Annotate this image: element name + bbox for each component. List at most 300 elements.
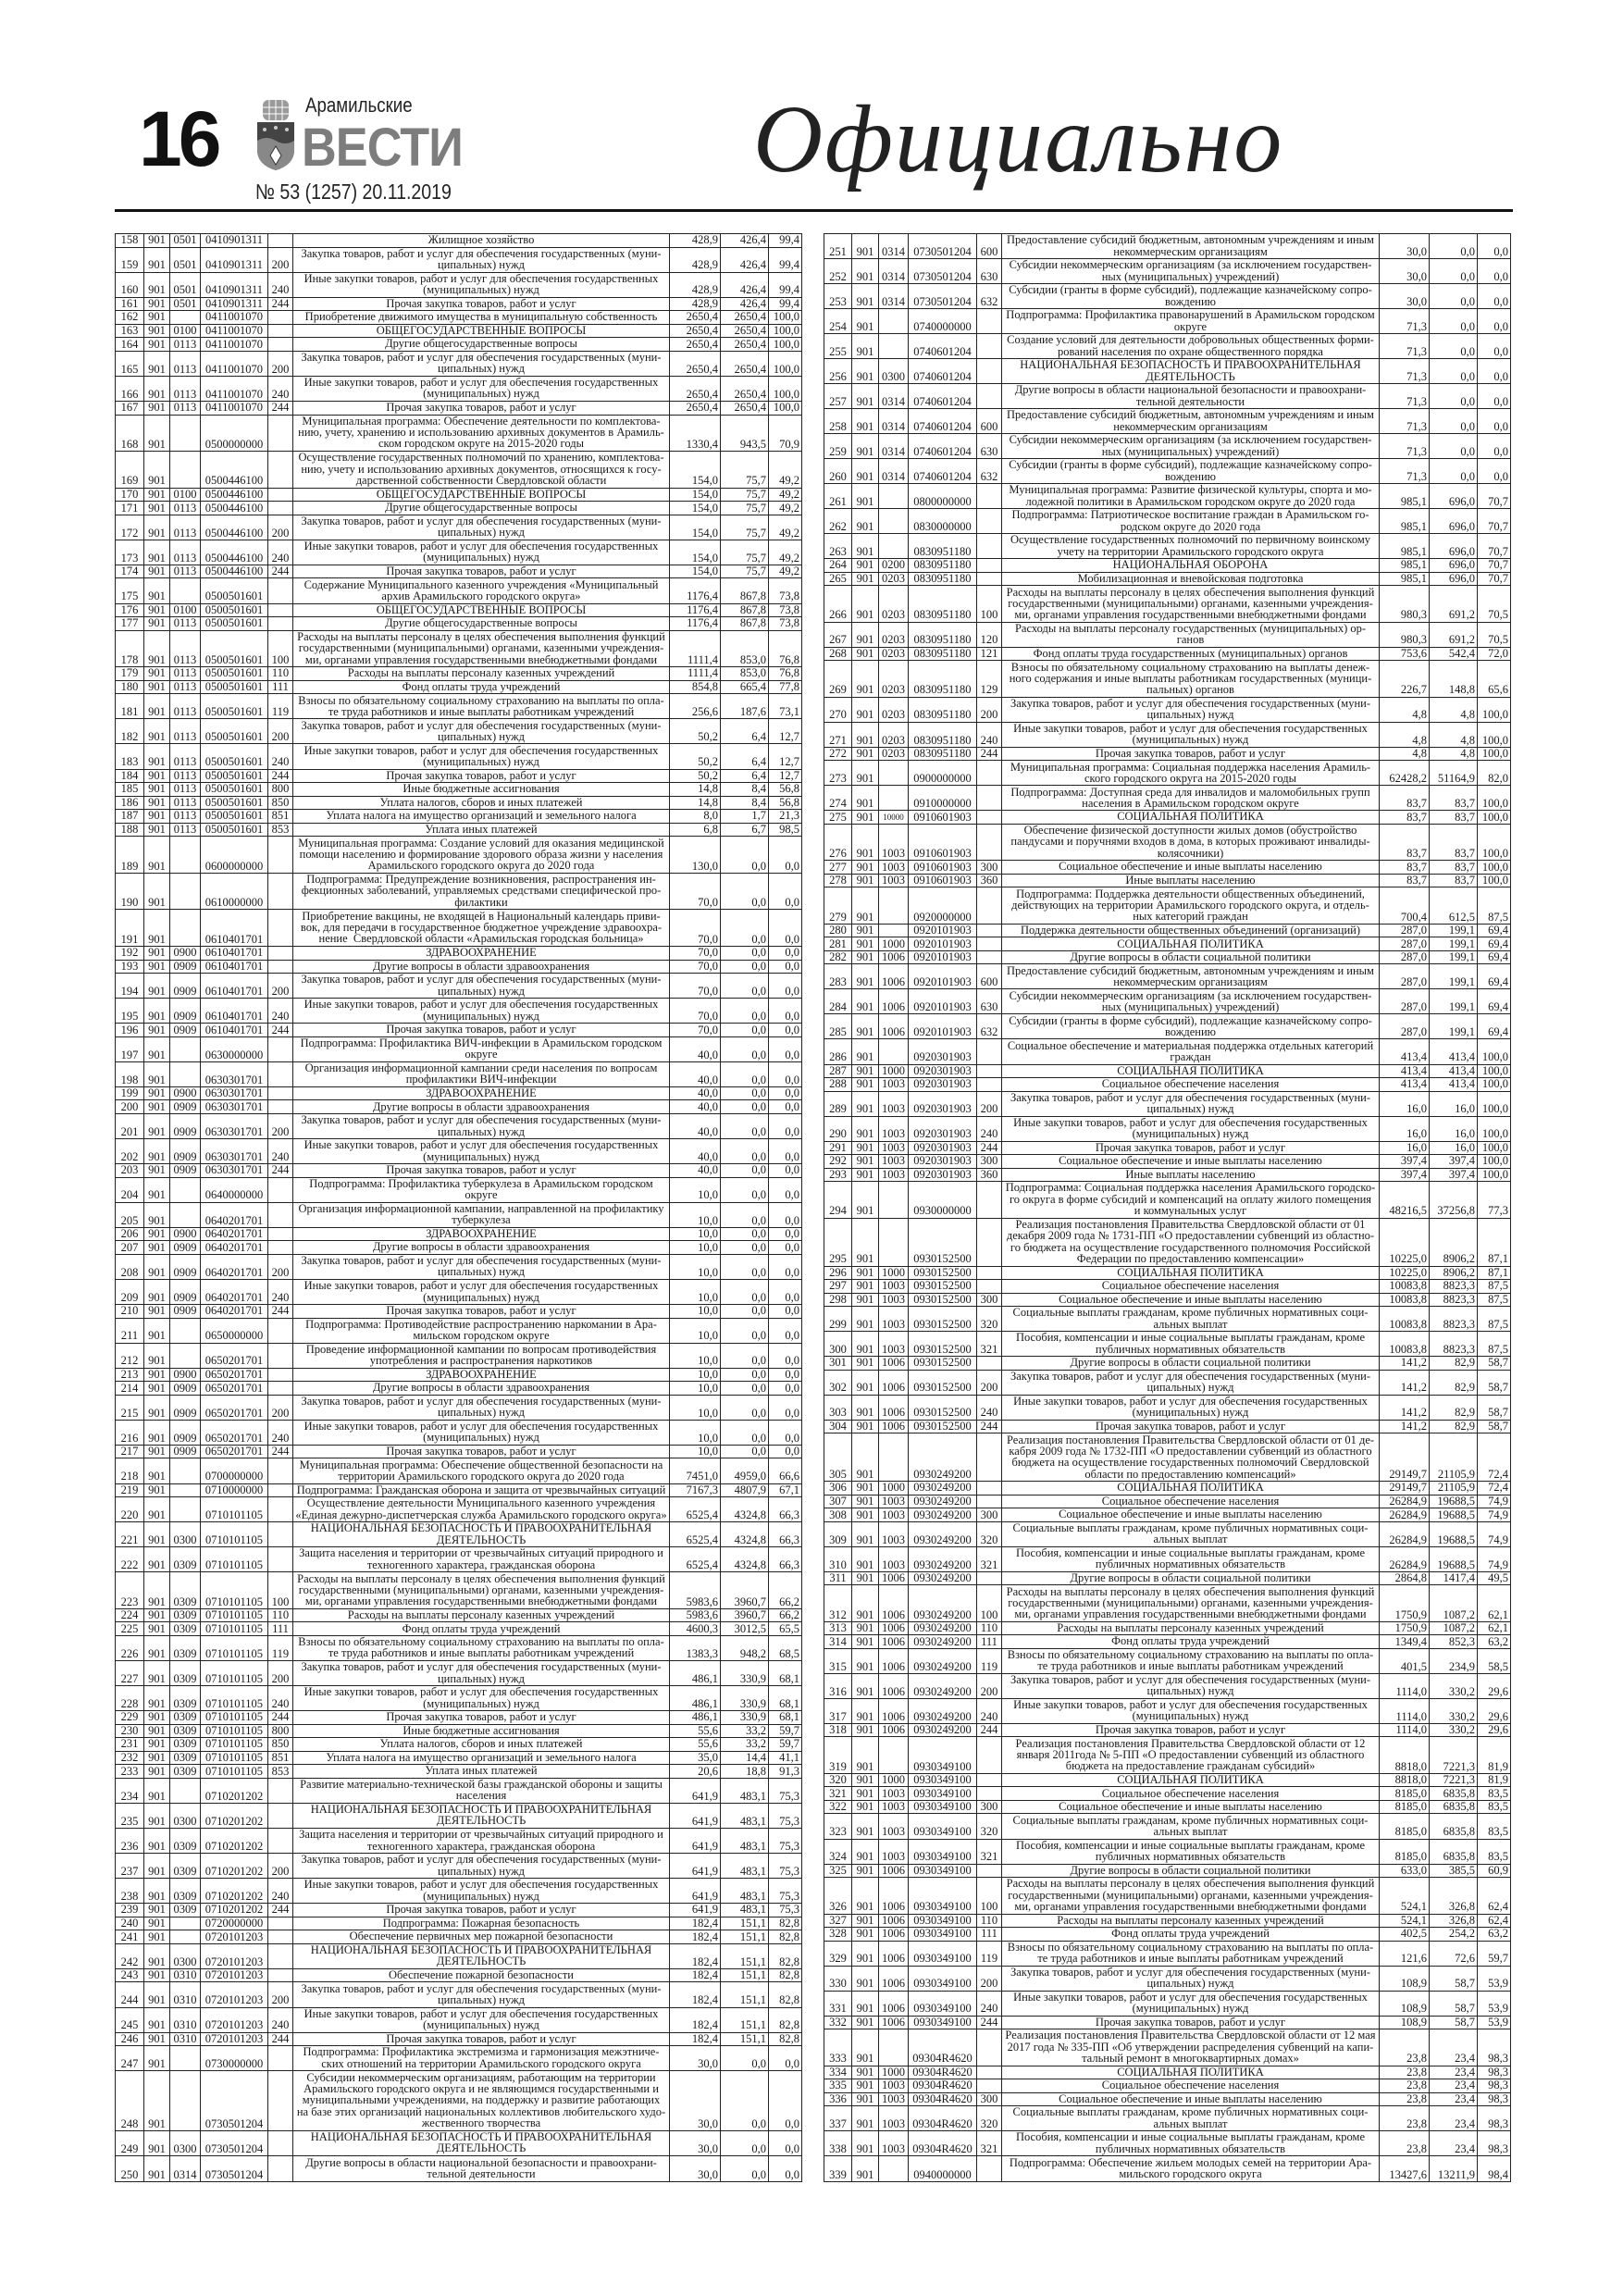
- admin-code: 901: [144, 1904, 170, 1917]
- target-article-code: 0830951180: [909, 559, 977, 573]
- admin-code: 901: [852, 1508, 879, 1522]
- planned-amount: 1383,3: [670, 1635, 721, 1660]
- target-article-code: 0411001070: [201, 401, 268, 415]
- section-code: 0100: [170, 488, 201, 502]
- row-number: 223: [116, 1572, 144, 1609]
- admin-code: 901: [144, 488, 170, 502]
- description: Социальное обеспечение и материальная поддержка отдельных категорий граждан: [1002, 1039, 1380, 1064]
- section-code: 1006: [879, 1941, 909, 1966]
- table-row: [116, 1254, 802, 1279]
- executed-amount: 19688,5: [1430, 1521, 1478, 1546]
- description: Проведение информационной кампании по вопросам противодействия употребления и распространения наркотиков: [293, 1343, 670, 1368]
- description: Социальные выплаты гражданам, кроме публичных нормативных соци- альных выплат: [1002, 1521, 1380, 1546]
- execution-percent: 75,3: [769, 1904, 802, 1917]
- expense-type-code: 200: [268, 1114, 293, 1139]
- section-code: 0501: [170, 234, 201, 248]
- executed-amount: 483,1: [721, 1803, 769, 1828]
- expense-type-code: 244: [977, 747, 1002, 761]
- admin-code: 901: [852, 586, 879, 623]
- section-code: 1003: [879, 1293, 909, 1307]
- execution-percent: 82,8: [769, 1968, 802, 1982]
- description: Иные закупки товаров, работ и услуг для обеспечения государственных (муниципальных) нужд: [293, 1686, 670, 1711]
- target-article-code: 0920301903: [909, 1064, 977, 1078]
- section-code: 0309: [170, 1686, 201, 1711]
- section-code: 1006: [879, 2016, 909, 2029]
- admin-code: 901: [144, 873, 170, 910]
- description: Иные закупки товаров, работ и услуг для обеспечения государственных (муниципальных) нужд: [293, 2007, 670, 2032]
- section-code: 0113: [170, 401, 201, 415]
- row-number: 289: [824, 1091, 852, 1116]
- target-article-code: 0740601204: [909, 459, 977, 484]
- execution-percent: 41,1: [769, 1751, 802, 1765]
- execution-percent: 0,0: [1478, 459, 1511, 484]
- target-article-code: 0720101203: [201, 2007, 268, 2032]
- section-code: 0113: [170, 502, 201, 515]
- target-article-code: 0610401701: [201, 960, 268, 974]
- section-code: 0314: [879, 434, 909, 459]
- admin-code: 901: [144, 837, 170, 874]
- executed-amount: 426,4: [721, 297, 769, 311]
- admin-code: 901: [852, 2066, 879, 2079]
- section-code: 0309: [170, 1765, 201, 1779]
- execution-percent: 68,1: [769, 1661, 802, 1686]
- execution-percent: 98,3: [1478, 2079, 1511, 2093]
- admin-code: 901: [852, 2029, 879, 2066]
- section-code: 0501: [170, 272, 201, 297]
- admin-code: 901: [144, 578, 170, 603]
- section-code: 0203: [879, 572, 909, 586]
- target-article-code: 0650201701: [201, 1395, 268, 1420]
- planned-amount: 26284,9: [1380, 1546, 1430, 1571]
- executed-amount: 82,9: [1430, 1420, 1478, 1433]
- table-row: [824, 2156, 1511, 2182]
- execution-percent: 21,3: [769, 810, 802, 824]
- section-code: 1006: [879, 1571, 909, 1585]
- executed-amount: 0,0: [721, 910, 769, 947]
- row-number: 302: [824, 1370, 852, 1395]
- expense-type-code: 244: [268, 401, 293, 415]
- execution-percent: 98,3: [1478, 2029, 1511, 2066]
- executed-amount: 148,8: [1430, 661, 1478, 698]
- execution-percent: 49,2: [769, 515, 802, 540]
- section-code: 0300: [170, 1803, 201, 1828]
- executed-amount: 7221,3: [1430, 1773, 1478, 1787]
- admin-code: 901: [144, 1458, 170, 1483]
- planned-amount: 1111,4: [670, 630, 721, 667]
- description: ЗДРАВООХРАНЕНИЕ: [293, 1368, 670, 1382]
- section-code: 0113: [170, 351, 201, 376]
- table-row: [116, 272, 802, 297]
- section-code: 0909: [170, 1164, 201, 1178]
- executed-amount: 33,2: [721, 1738, 769, 1752]
- description: Закупка товаров, работ и услуг для обеспечения государственных (муни- ципальных) нужд: [1002, 1966, 1380, 1991]
- planned-amount: 182,4: [670, 1982, 721, 2007]
- expense-type-code: 632: [977, 284, 1002, 309]
- section-code: 0309: [170, 1751, 201, 1765]
- execution-percent: 0,0: [769, 2155, 802, 2181]
- target-article-code: 0700000000: [201, 1458, 268, 1483]
- execution-percent: 29,6: [1478, 1723, 1511, 1737]
- planned-amount: 70,0: [670, 873, 721, 910]
- execution-percent: 98,3: [1478, 2066, 1511, 2079]
- admin-code: 901: [852, 1737, 879, 1774]
- section-code: [879, 2156, 909, 2182]
- planned-amount: 30,0: [670, 2155, 721, 2181]
- target-article-code: 0710101105: [201, 1751, 268, 1765]
- table-row: [824, 887, 1511, 925]
- row-number: 277: [824, 861, 852, 875]
- row-number: 189: [116, 837, 144, 874]
- admin-code: 901: [852, 747, 879, 761]
- description: Содержание Муниципального казенного учреждения «Муниципальный архив Арамильского городского округа»: [293, 578, 670, 603]
- expense-type-code: [268, 947, 293, 961]
- target-article-code: 0930152500: [909, 1357, 977, 1371]
- execution-percent: 98,5: [769, 823, 802, 837]
- executed-amount: 0,0: [1430, 334, 1478, 359]
- table-row: [116, 1458, 802, 1483]
- row-number: 318: [824, 1723, 852, 1737]
- expense-type-code: 244: [977, 1723, 1002, 1737]
- executed-amount: 483,1: [721, 1879, 769, 1904]
- description: Расходы на выплаты персоналу в целях обеспечения выполнения функций государственными (муниципальными) органами, казенными учреждения- ми, органами управления государственными внебюджетными фондами: [1002, 1585, 1380, 1622]
- target-article-code: 0710101105: [201, 1711, 268, 1725]
- row-number: 217: [116, 1445, 144, 1458]
- execution-percent: 49,5: [1478, 1571, 1511, 1585]
- target-article-code: 0930249200: [909, 1698, 977, 1723]
- planned-amount: 287,0: [1380, 1014, 1430, 1039]
- expense-type-code: 200: [268, 1395, 293, 1420]
- executed-amount: 0,0: [721, 1139, 769, 1164]
- admin-code: 901: [144, 1139, 170, 1164]
- execution-percent: 75,3: [769, 1829, 802, 1854]
- execution-percent: 70,5: [1478, 622, 1511, 647]
- section-code: 0310: [170, 2007, 201, 2032]
- row-number: 173: [116, 540, 144, 565]
- admin-code: 901: [852, 1571, 879, 1585]
- admin-code: 901: [852, 1864, 879, 1878]
- planned-amount: 10,0: [670, 1202, 721, 1227]
- execution-percent: 63,2: [1478, 1928, 1511, 1942]
- target-article-code: 0640201701: [201, 1279, 268, 1304]
- target-article-code: 0930152500: [909, 1307, 977, 1332]
- target-article-code: 0610401701: [201, 947, 268, 961]
- admin-code: 901: [144, 1829, 170, 1854]
- admin-code: 901: [852, 1928, 879, 1942]
- admin-code: 901: [144, 1661, 170, 1686]
- logo-main-text: ВЕСТИ: [302, 118, 463, 178]
- description: Иные закупки товаров, работ и услуг для обеспечения государственных (муниципальных) нужд: [293, 1420, 670, 1445]
- executed-amount: 6835,8: [1430, 1839, 1478, 1864]
- table-row: [116, 823, 802, 837]
- planned-amount: 486,1: [670, 1686, 721, 1711]
- row-number: 237: [116, 1854, 144, 1879]
- description: Защита населения и территории от чрезвычайных ситуаций природного и техногенного характера, гражданская оборона: [293, 1829, 670, 1854]
- section-code: 0113: [170, 783, 201, 797]
- section-code: [170, 1343, 201, 1368]
- description: Подпрограмма: Поддержка деятельности общественных объединений, действующих на территории Арамильского городского округа, и отдель- ных категорий граждан: [1002, 887, 1380, 925]
- executed-amount: 2650,4: [721, 311, 769, 325]
- planned-amount: 985,1: [1380, 534, 1430, 559]
- row-number: 280: [824, 924, 852, 937]
- section-title: Официально: [753, 86, 1284, 192]
- expense-type-code: [268, 1100, 293, 1114]
- target-article-code: 0710101105: [201, 1572, 268, 1609]
- row-number: 312: [824, 1585, 852, 1622]
- section-code: 1003: [879, 1168, 909, 1182]
- execution-percent: 0,0: [769, 999, 802, 1024]
- description: Иные закупки товаров, работ и услуг для обеспечения государственных (муниципальных) нужд: [1002, 1395, 1380, 1420]
- row-number: 225: [116, 1622, 144, 1636]
- expense-type-code: 240: [977, 1698, 1002, 1723]
- executed-amount: 151,1: [721, 1968, 769, 1982]
- expense-type-code: 200: [977, 1370, 1002, 1395]
- table-row: [116, 338, 802, 352]
- description: Взносы по обязательному социальному страхованию на выплаты по опла- те труда работников и иные выплаты работникам учреждений: [1002, 1941, 1380, 1966]
- admin-code: 901: [852, 1814, 879, 1839]
- expense-type-code: 244: [268, 1711, 293, 1725]
- description: Прочая закупка товаров, работ и услуг: [293, 1164, 670, 1178]
- section-code: [170, 910, 201, 947]
- target-article-code: 0800000000: [909, 484, 977, 509]
- execution-percent: 73,1: [769, 694, 802, 719]
- description: ЗДРАВООХРАНЕНИЕ: [293, 947, 670, 961]
- description: Пособия, компенсации и иные социальные выплаты гражданам, кроме публичных нормативных обязательств: [1002, 1546, 1380, 1571]
- admin-code: 901: [144, 1930, 170, 1944]
- table-row: [824, 434, 1511, 459]
- planned-amount: 108,9: [1380, 2016, 1430, 2029]
- row-number: 219: [116, 1483, 144, 1497]
- admin-code: 901: [852, 259, 879, 284]
- planned-amount: 23,8: [1380, 2106, 1430, 2131]
- target-article-code: 0500501601: [201, 744, 268, 769]
- section-code: 1003: [879, 1155, 909, 1169]
- planned-amount: 23,8: [1380, 2092, 1430, 2106]
- table-row: [824, 2066, 1511, 2079]
- target-article-code: 0720101203: [201, 1968, 268, 1982]
- table-row: [116, 401, 802, 415]
- description: Расходы на выплаты персоналу в целях обеспечения выполнения функций государственными (муниципальными) органами, казенными учреждения- ми, органами управления государственными внебюджетными фондами: [293, 630, 670, 667]
- table-row: [116, 603, 802, 617]
- executed-amount: 413,4: [1430, 1039, 1478, 1064]
- row-number: 205: [116, 1202, 144, 1227]
- expense-type-code: [268, 1930, 293, 1944]
- row-number: 299: [824, 1307, 852, 1332]
- expense-type-code: 800: [268, 1724, 293, 1738]
- admin-code: 901: [144, 1114, 170, 1139]
- description: Другие вопросы в области социальной политики: [1002, 1357, 1380, 1371]
- admin-code: 901: [144, 783, 170, 797]
- planned-amount: 130,0: [670, 837, 721, 874]
- target-article-code: 0710101105: [201, 1635, 268, 1660]
- description: Закупка товаров, работ и услуг для обеспечения государственных (муни- ципальных) нужд: [1002, 1673, 1380, 1698]
- target-article-code: 0500446100: [201, 488, 268, 502]
- target-article-code: 0710101105: [201, 1608, 268, 1622]
- execution-percent: 100,0: [1478, 1116, 1511, 1141]
- expense-type-code: [977, 509, 1002, 534]
- section-code: 0200: [879, 559, 909, 573]
- target-article-code: 0740601204: [909, 334, 977, 359]
- target-article-code: 0500446100: [201, 452, 268, 489]
- row-number: 233: [116, 1765, 144, 1779]
- table-row: [824, 1182, 1511, 1219]
- planned-amount: 10083,8: [1380, 1280, 1430, 1294]
- section-code: 0113: [170, 617, 201, 631]
- executed-amount: 326,8: [1430, 1878, 1478, 1915]
- expense-type-code: 240: [268, 1879, 293, 1904]
- table-row: [824, 1064, 1511, 1078]
- table-row: [116, 1522, 802, 1547]
- expense-type-code: 240: [977, 722, 1002, 747]
- row-number: 206: [116, 1227, 144, 1241]
- expense-type-code: 200: [977, 1091, 1002, 1116]
- executed-amount: 0,0: [1430, 434, 1478, 459]
- row-number: 267: [824, 622, 852, 647]
- admin-code: 901: [852, 334, 879, 359]
- description: Прочая закупка товаров, работ и услуг: [293, 297, 670, 311]
- executed-amount: 542,4: [1430, 647, 1478, 661]
- executed-amount: 426,4: [721, 247, 769, 272]
- planned-amount: 428,9: [670, 247, 721, 272]
- executed-amount: 0,0: [721, 1202, 769, 1227]
- planned-amount: 641,9: [670, 1778, 721, 1803]
- table-row: [116, 783, 802, 797]
- planned-amount: 23,8: [1380, 2066, 1430, 2079]
- execution-percent: 66,3: [769, 1497, 802, 1522]
- description: Расходы на выплаты персоналу в целях обеспечения выполнения функций государственными (муниципальными) органами, казенными учреждения- ми, органами управления государственными внебюджетными фондами: [293, 1572, 670, 1609]
- table-row: [824, 384, 1511, 409]
- expense-type-code: [977, 384, 1002, 409]
- description: СОЦИАЛЬНАЯ ПОЛИТИКА: [1002, 1266, 1380, 1280]
- executed-amount: 0,0: [1430, 284, 1478, 309]
- description: Пособия, компенсации и иные социальные выплаты гражданам, кроме публичных нормативных обязательств: [1002, 1332, 1380, 1357]
- planned-amount: 641,9: [670, 1803, 721, 1828]
- executed-amount: 14,4: [721, 1751, 769, 1765]
- description: Прочая закупка товаров, работ и услуг: [293, 1904, 670, 1917]
- table-row: [116, 1879, 802, 1904]
- row-number: 175: [116, 578, 144, 603]
- description: Другие вопросы в области здравоохранения: [293, 1241, 670, 1255]
- planned-amount: 401,5: [1380, 1648, 1430, 1673]
- section-code: 1003: [879, 1280, 909, 1294]
- planned-amount: 10,0: [670, 1395, 721, 1420]
- section-code: 1006: [879, 989, 909, 1014]
- planned-amount: 83,7: [1380, 861, 1430, 875]
- description: Расходы на выплаты персоналу казенных учреждений: [1002, 1914, 1380, 1928]
- expense-type-code: 853: [268, 823, 293, 837]
- row-number: 166: [116, 376, 144, 401]
- description: Другие вопросы в области национальной безопасности и правоохрани- тельной деятельности: [293, 2155, 670, 2181]
- row-number: 221: [116, 1522, 144, 1547]
- executed-amount: 199,1: [1430, 937, 1478, 951]
- section-code: 0203: [879, 747, 909, 761]
- table-row: [116, 1608, 802, 1622]
- execution-percent: 83,5: [1478, 1839, 1511, 1864]
- row-number: 292: [824, 1155, 852, 1169]
- table-row: [824, 1266, 1511, 1280]
- planned-amount: 70,0: [670, 947, 721, 961]
- row-number: 176: [116, 603, 144, 617]
- target-article-code: 0710101105: [201, 1522, 268, 1547]
- execution-percent: 100,0: [1478, 811, 1511, 825]
- planned-amount: 8185,0: [1380, 1814, 1430, 1839]
- target-article-code: 0930249200: [909, 1433, 977, 1482]
- admin-code: 901: [852, 861, 879, 875]
- section-code: 1003: [879, 1116, 909, 1141]
- description: Иные закупки товаров, работ и услуг для обеспечения государственных (муниципальных) нужд: [293, 376, 670, 401]
- execution-percent: 100,0: [1478, 824, 1511, 861]
- table-row: [824, 1914, 1511, 1928]
- executed-amount: 0,0: [721, 1061, 769, 1086]
- executed-amount: 199,1: [1430, 950, 1478, 964]
- row-number: 311: [824, 1571, 852, 1585]
- table-row: [116, 1227, 802, 1241]
- execution-percent: 59,7: [1478, 1941, 1511, 1966]
- expense-type-code: [268, 338, 293, 352]
- table-row: [824, 937, 1511, 951]
- execution-percent: 59,7: [769, 1724, 802, 1738]
- planned-amount: 1349,4: [1380, 1635, 1430, 1649]
- table-row: [116, 1497, 802, 1522]
- table-row: [824, 824, 1511, 861]
- section-code: 0909: [170, 1254, 201, 1279]
- row-number: 296: [824, 1266, 852, 1280]
- planned-amount: 83,7: [1380, 824, 1430, 861]
- planned-amount: 10,0: [670, 1279, 721, 1304]
- planned-amount: 10,0: [670, 1177, 721, 1202]
- description: Прочая закупка товаров, работ и услуг: [293, 1305, 670, 1319]
- expense-type-code: 200: [268, 974, 293, 999]
- target-article-code: 0920101903: [909, 937, 977, 951]
- table-row: [824, 284, 1511, 309]
- section-code: 1003: [879, 1546, 909, 1571]
- admin-code: 901: [852, 1433, 879, 1482]
- row-number: 252: [824, 259, 852, 284]
- expense-type-code: [977, 534, 1002, 559]
- table-row: [824, 1039, 1511, 1064]
- target-article-code: 0930152500: [909, 1420, 977, 1433]
- planned-amount: 428,9: [670, 272, 721, 297]
- expense-type-code: [977, 1737, 1002, 1774]
- planned-amount: 154,0: [670, 452, 721, 489]
- table-row: [824, 1928, 1511, 1942]
- execution-percent: 0,0: [769, 1395, 802, 1420]
- section-code: 0309: [170, 1904, 201, 1917]
- table-row: [824, 2131, 1511, 2156]
- admin-code: 901: [852, 359, 879, 384]
- planned-amount: 23,8: [1380, 2079, 1430, 2093]
- planned-amount: 23,8: [1380, 2131, 1430, 2156]
- expense-type-code: [268, 1483, 293, 1497]
- section-code: 1003: [879, 1839, 909, 1864]
- section-code: [170, 2046, 201, 2071]
- description: Социальное обеспечение и иные выплаты населению: [1002, 1508, 1380, 1522]
- section-code: 0909: [170, 1382, 201, 1396]
- execution-percent: 100,0: [1478, 861, 1511, 875]
- target-article-code: 0830951180: [909, 697, 977, 722]
- executed-amount: 853,0: [721, 667, 769, 681]
- execution-percent: 100,0: [1478, 1064, 1511, 1078]
- execution-percent: 76,8: [769, 630, 802, 667]
- execution-percent: 70,7: [1478, 534, 1511, 559]
- target-article-code: 0920000000: [909, 887, 977, 925]
- expense-type-code: [268, 1343, 293, 1368]
- admin-code: 901: [144, 1879, 170, 1904]
- admin-code: 901: [852, 1280, 879, 1294]
- target-article-code: 0710201202: [201, 1879, 268, 1904]
- expense-type-code: 632: [977, 459, 1002, 484]
- admin-code: 901: [144, 630, 170, 667]
- execution-percent: 59,7: [769, 1738, 802, 1752]
